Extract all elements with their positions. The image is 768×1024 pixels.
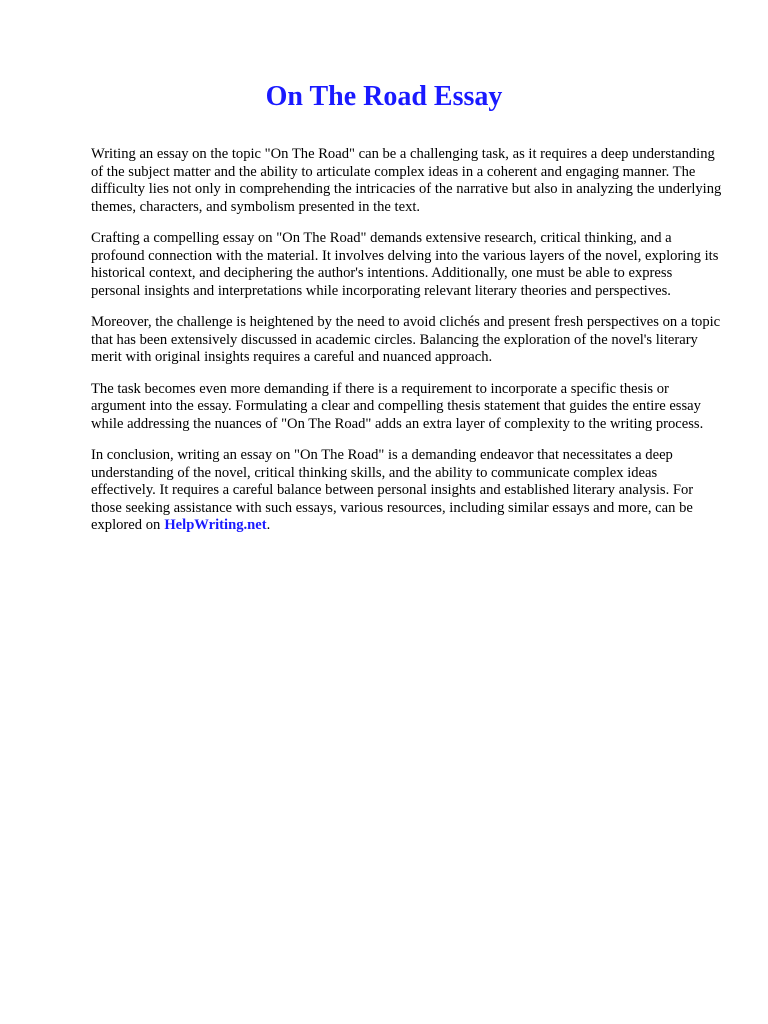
document-title: On The Road Essay xyxy=(265,81,503,112)
paragraph-1: Writing an essay on the topic "On The Road" can be a challenging task, as it requires a deep understanding of the subject matter and the ability to articulate complex ideas in a coherent and engaging manner. The difficulty lies not only in comprehending the intricacies of the narrative but also in analyzing the underlying themes, characters, and symbolism presented in the text. xyxy=(91,146,722,215)
conclusion-period: . xyxy=(266,517,271,533)
paragraph-2: Crafting a compelling essay on "On The Road" demands extensive research, critical thinking, and a profound connection with the material. It involves delving into the various layers of the novel, exploring its historical context, and deciphering the author's intentions. Additionally, one must be able to express personal insights and interpretations while incorporating relevant literary theories and perspectives. xyxy=(91,230,719,299)
conclusion-text: In conclusion, writing an essay on "On The Road" is a demanding endeavor that necessitates a deep understanding of the novel, critical thinking skills, and the ability to communicate complex ideas effectively. It requires a careful balance between personal insights and established literary analysis. For those seeking assistance with such essays, various resources, including similar essays and more, can be explored on xyxy=(91,447,694,533)
helpwriting-link[interactable]: HelpWriting.net xyxy=(164,517,267,533)
document-body xyxy=(91,146,723,549)
paragraph-4: The task becomes even more demanding if there is a requirement to incorporate a specific thesis or argument into the essay. Formulating a clear and compelling thesis statement that guides the entire essay while addressing the nuances of "On The Road" adds an extra layer of complexity to the writing process. xyxy=(91,380,704,432)
paragraph-conclusion xyxy=(91,447,723,535)
paragraph-3: Moreover, the challenge is heightened by the need to avoid clichés and present fresh perspectives on a topic that has been extensively discussed in academic circles. Balancing the exploration of the novel's literary merit with original insights requires a careful and nuanced approach. xyxy=(91,314,721,365)
